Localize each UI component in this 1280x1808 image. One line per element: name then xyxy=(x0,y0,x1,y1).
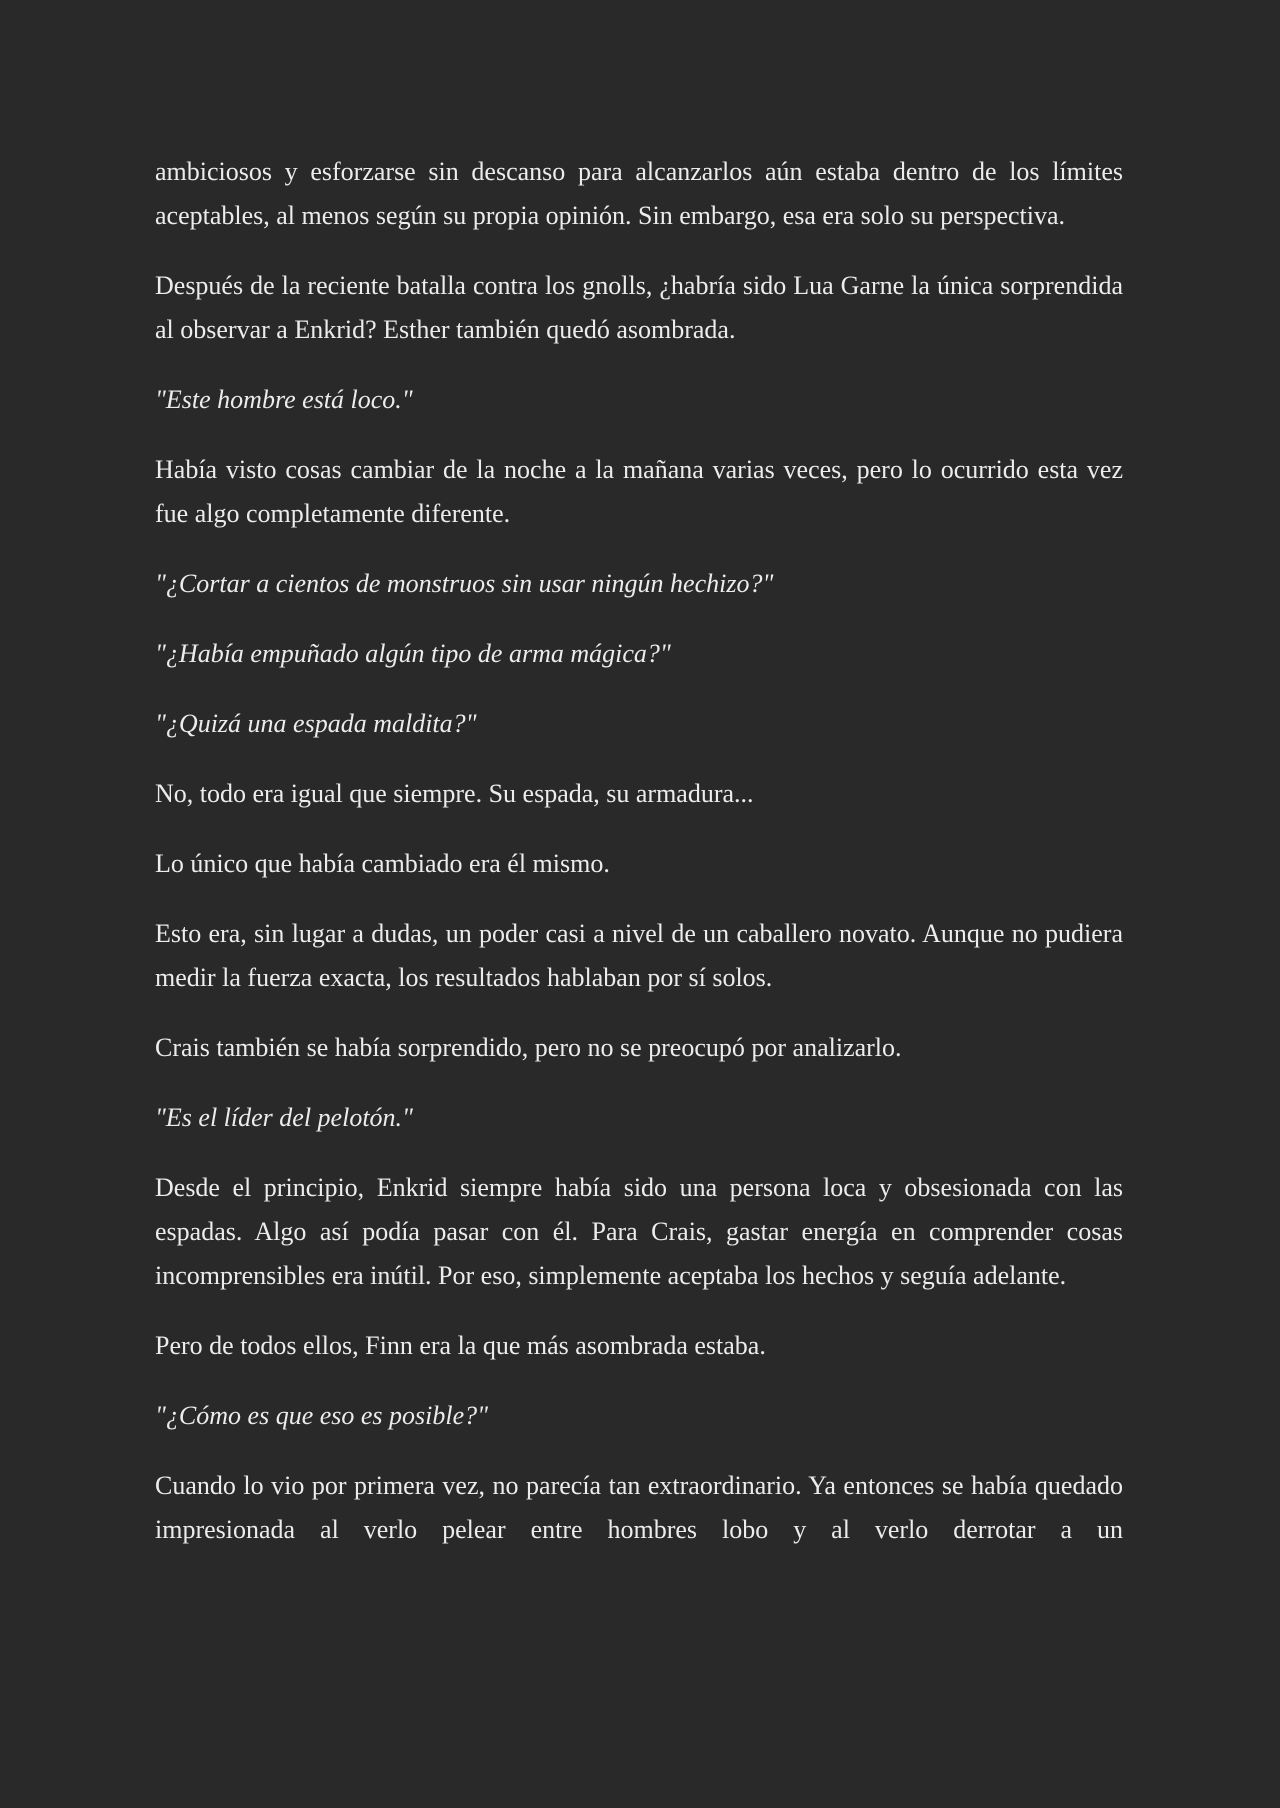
paragraph: No, todo era igual que siempre. Su espada, su armadura... xyxy=(155,779,754,808)
dialogue-paragraph: "¿Cómo es que eso es posible?" xyxy=(155,1401,489,1430)
paragraph: Había visto cosas cambiar de la noche a la mañana varias veces, pero lo ocurrido esta vez fue algo completamente diferente. xyxy=(155,455,1123,528)
paragraph: Lo único que había cambiado era él mismo. xyxy=(155,849,610,878)
reading-page xyxy=(155,150,1123,1578)
dialogue-paragraph: "Este hombre está loco." xyxy=(155,385,413,414)
paragraph: Cuando lo vio por primera vez, no parecía tan extraordinario. Ya entonces se había quedado impresionada al verlo pelear entre hombres lobo y al verlo derrotar a un xyxy=(155,1471,1123,1544)
paragraph: ambiciosos y esforzarse sin descanso para alcanzarlos aún estaba dentro de los límites aceptables, al menos según su propia opinión. Sin embargo, esa era solo su perspectiva. xyxy=(155,157,1123,230)
dialogue-paragraph: "¿Había empuñado algún tipo de arma mágica?" xyxy=(155,639,671,668)
paragraph: Crais también se había sorprendido, pero no se preocupó por analizarlo. xyxy=(155,1033,902,1062)
dialogue-paragraph: "¿Quizá una espada maldita?" xyxy=(155,709,477,738)
paragraph: Desde el principio, Enkrid siempre había sido una persona loca y obsesionada con las espadas. Algo así podía pasar con él. Para Crais, gastar energía en comprender cosas incomprensibles era inútil. Por eso, simplemente aceptaba los hechos y seguía adelante. xyxy=(155,1173,1123,1290)
dialogue-paragraph: "¿Cortar a cientos de monstruos sin usar ningún hechizo?" xyxy=(155,569,774,598)
paragraph: Pero de todos ellos, Finn era la que más asombrada estaba. xyxy=(155,1331,766,1360)
paragraph: Esto era, sin lugar a dudas, un poder casi a nivel de un caballero novato. Aunque no pudiera medir la fuerza exacta, los resultados hablaban por sí solos. xyxy=(155,919,1123,992)
paragraph: Después de la reciente batalla contra los gnolls, ¿habría sido Lua Garne la única sorprendida al observar a Enkrid? Esther también quedó asombrada. xyxy=(155,271,1123,344)
dialogue-paragraph: "Es el líder del pelotón." xyxy=(155,1103,413,1132)
